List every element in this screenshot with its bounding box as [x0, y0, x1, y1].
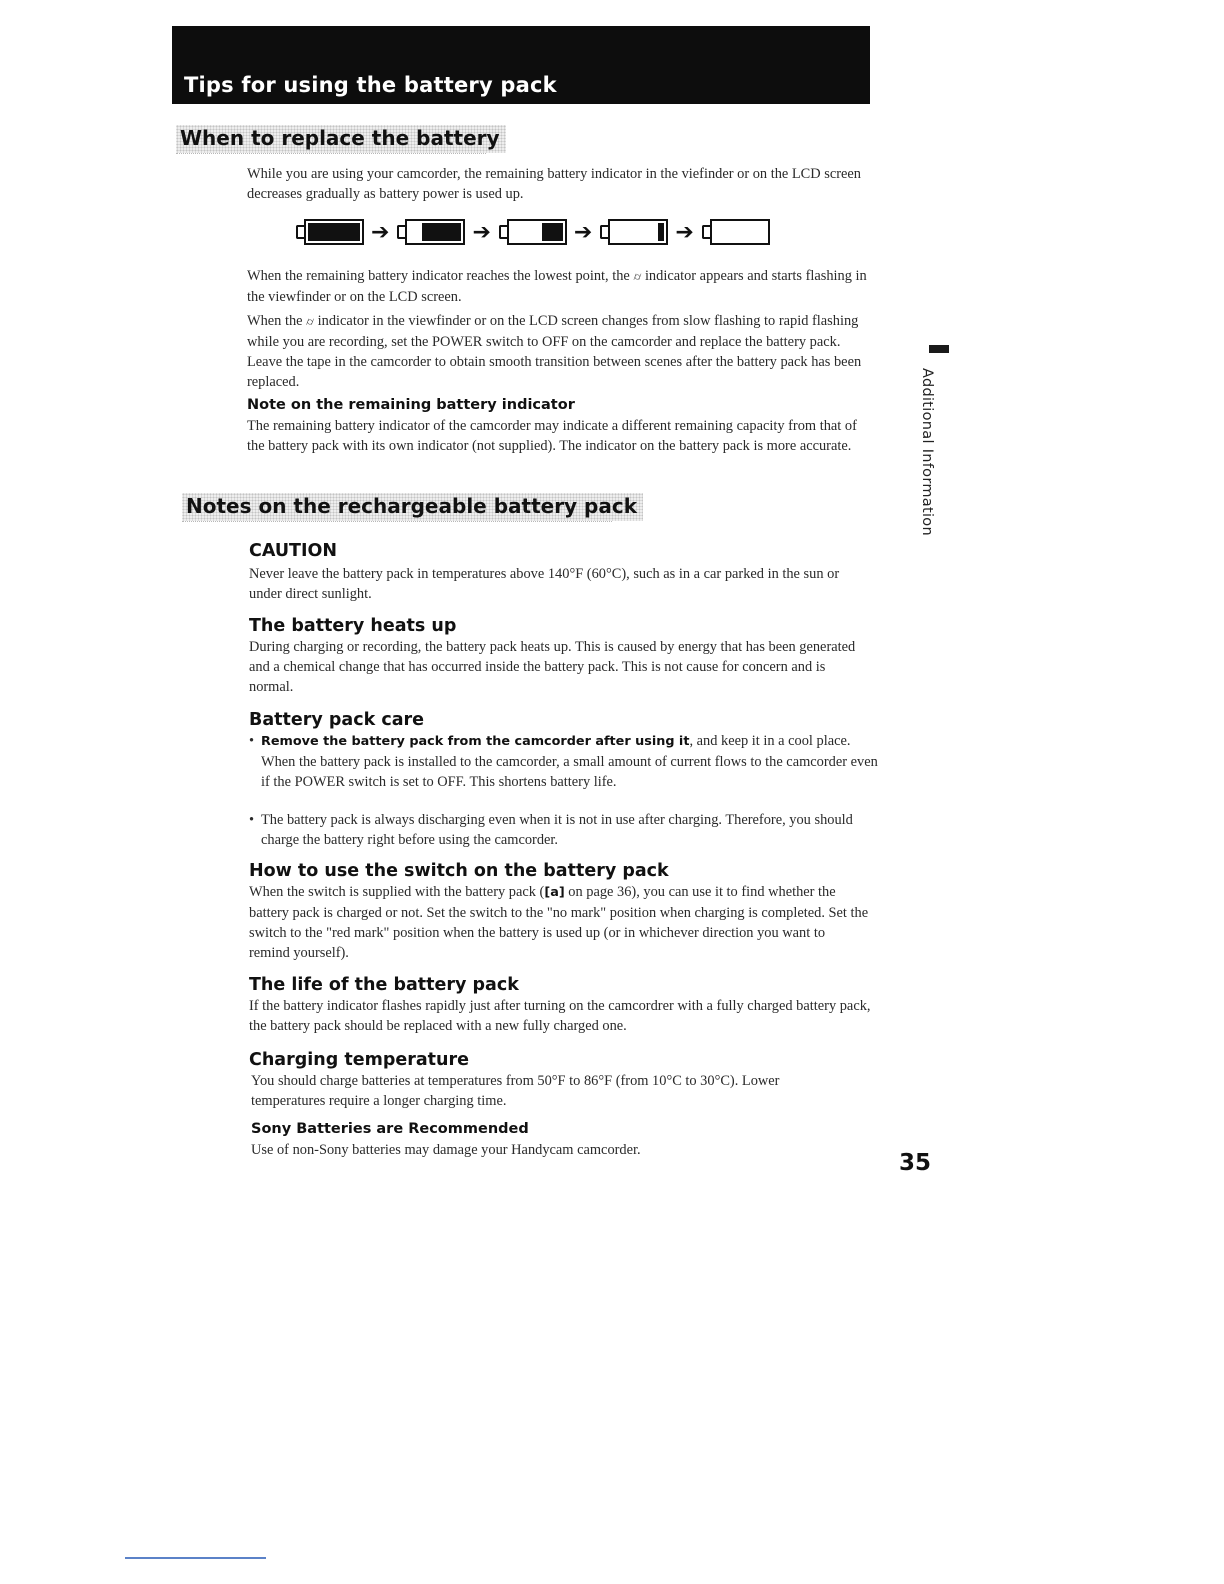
- switch-text-a: When the switch is supplied with the battery pack (: [249, 884, 545, 900]
- battery-icon: [702, 219, 770, 245]
- page-number: 35: [899, 1150, 932, 1176]
- battery-terminal: [296, 225, 304, 239]
- bottom-edge-line: [125, 1557, 266, 1559]
- battery-terminal: [499, 225, 507, 239]
- battery-body: [710, 219, 770, 245]
- battery-icon: [397, 219, 465, 245]
- lowest-point-text: [247, 266, 872, 307]
- battery-body: [608, 219, 668, 245]
- battery-body: [304, 219, 364, 245]
- caution-text: Never leave the battery pack in temperatures above 140°F (60°C), such as in a car parked in the sun or under direct sunlight.: [249, 566, 840, 602]
- temp-text: You should charge batteries at temperatures from 50°F to 86°F (from 10°C to 30°C). Lower temperatures require a longer charging time.: [251, 1073, 780, 1109]
- section-rule: [176, 153, 486, 154]
- battery-charge-level: [308, 223, 360, 241]
- care-bullet-1: • Remove the battery pack from the camcorder after using it, and keep it in a cool place. When the battery pack is installed to the camcorder, a small amount of current flows to the camcorder even if the POWER switch is set to OFF. This shortens battery life.: [249, 733, 878, 790]
- side-tab-marker: [929, 345, 949, 353]
- care-bullet-2: • The battery pack is always discharging even when it is not in use after charging. Therefore, you should charge the battery right before using the camcorder.: [249, 812, 853, 848]
- battery-terminal: [702, 225, 710, 239]
- care-bullet-1-rest: , and keep it in a cool place. When the battery pack is installed to the camcorder, a small amount of current flows to the camcorder even if the POWER switch is set to OFF. This shortens battery life.: [261, 733, 878, 790]
- switch-ref: [a]: [544, 885, 565, 900]
- life-heading: The life of the battery pack: [249, 975, 519, 995]
- care-heading: Battery pack care: [249, 710, 424, 730]
- rapid-flashing-text-b: indicator in the viewfinder or on the LCD screen changes from slow flashing to rapid flashing while you are recording, set the POWER switch to OFF on the camcorder and replace the battery pack. Leave the tape in the camcorder to obtain smooth transition between scenes after the battery pack has been replaced.: [247, 313, 862, 390]
- heats-heading: The battery heats up: [249, 616, 457, 636]
- section-rule: [182, 521, 612, 522]
- cassette-icon: ⌭: [633, 270, 642, 283]
- battery-body: [507, 219, 567, 245]
- battery-icon: [296, 219, 364, 245]
- battery-body: [405, 219, 465, 245]
- battery-indicator-sequence: [296, 215, 770, 249]
- heats-text: During charging or recording, the battery pack heats up. This is caused by energy that has been generated and a chemical change that has occurred inside the battery pack. This is not cause for concern and is normal.: [249, 639, 856, 695]
- lowest-point-text-a: When the remaining battery indicator reaches the lowest point, the: [247, 268, 630, 284]
- life-text: If the battery indicator flashes rapidly just after turning on the camcordrer with a fully charged battery pack, the battery pack should be replaced with a new fully charged one.: [249, 998, 871, 1034]
- switch-text: [249, 882, 869, 963]
- note-text: The remaining battery indicator of the camcorder may indicate a different remaining capacity from that of the battery pack with its own indicator (not supplied). The indicator on the battery pack is more accurate.: [247, 418, 857, 454]
- sony-text: Use of non-Sony batteries may damage your Handycam camcorder.: [251, 1142, 641, 1158]
- battery-terminal: [600, 225, 608, 239]
- caution-heading: CAUTION: [249, 541, 338, 561]
- side-tab-label: Additional Information: [919, 368, 935, 536]
- battery-charge-level: [658, 223, 664, 241]
- section-heading-rechargeable: Notes on the rechargeable battery pack: [182, 493, 643, 521]
- care-bullet-2-text: The battery pack is always discharging even when it is not in use after charging. Therefore, you should charge the battery right before using the camcorder.: [261, 812, 853, 848]
- replace-intro-text: While you are using your camcorder, the remaining battery indicator in the viefinder or on the LCD screen decreases gradually as battery power is used up.: [247, 166, 862, 202]
- switch-text-b: on page 36), you can use it to find whether the battery pack is charged or not. Set the switch to the "no mark" position when charging is completed. Set the switch to the "red mark" position when the battery is used up (or in whichever direction you want to remind yourself).: [249, 884, 869, 961]
- battery-icon: [499, 219, 567, 245]
- note-heading: Note on the remaining battery indicator: [247, 397, 575, 413]
- sony-heading: Sony Batteries are Recommended: [251, 1121, 529, 1137]
- battery-icon: [600, 219, 668, 245]
- rapid-flashing-text-a: When the: [247, 313, 303, 329]
- battery-charge-level: [422, 223, 461, 241]
- cassette-icon: ⌭: [306, 315, 315, 328]
- section-heading-replace-battery: When to replace the battery: [176, 125, 506, 153]
- arrow-right-icon: ➔: [472, 219, 491, 245]
- page-title: Tips for using the battery pack: [184, 73, 557, 97]
- care-bullet-1-bold: Remove the battery pack from the camcorder after using it: [261, 734, 690, 749]
- lowest-point-text-b: indicator appears and starts flashing in the viewfinder or on the LCD screen.: [247, 268, 867, 305]
- temp-heading: Charging temperature: [249, 1050, 469, 1070]
- battery-charge-level: [542, 223, 563, 241]
- arrow-right-icon: ➔: [675, 219, 694, 245]
- title-banner: [172, 26, 870, 104]
- arrow-right-icon: ➔: [573, 219, 593, 245]
- battery-terminal: [397, 225, 405, 239]
- arrow-right-icon: ➔: [371, 219, 390, 245]
- rapid-flashing-text: [247, 311, 872, 392]
- switch-heading: How to use the switch on the battery pack: [249, 861, 669, 881]
